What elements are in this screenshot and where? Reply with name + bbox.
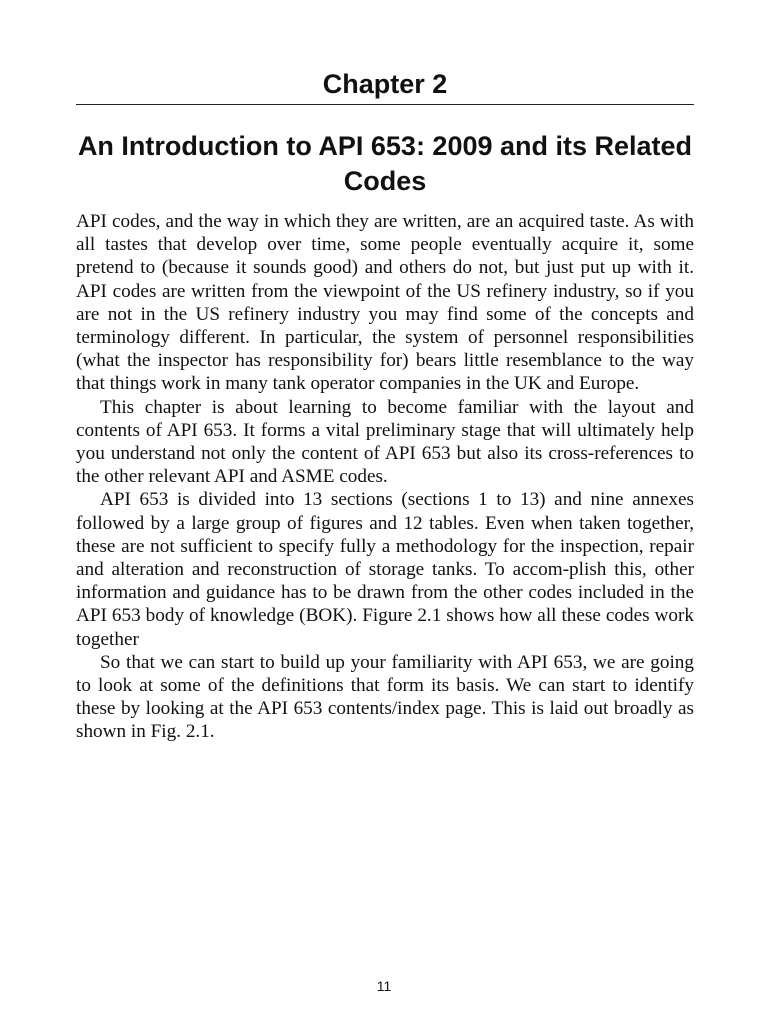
chapter-title: An Introduction to API 653: 2009 and its Related Codes [77, 131, 693, 196]
body-text [76, 210, 694, 744]
chapter-divider [76, 104, 694, 105]
paragraph: API codes, and the way in which they are written, are an acquired taste. As with all tastes that develop over time, some people eventually acquire it, some pretend to (because it sounds good) and others do not, but just put up with it. API codes are written from the viewpoint of the US refinery industry, so if you are not in the US refinery industry you may find some of the concepts and terminology different. In particular, the system of personnel responsibilities (what the inspector has responsibility for) bears little resemblance to the way that things work in many tank operator companies in the UK and Europe. [76, 211, 694, 395]
paragraph: This chapter is about learning to become familiar with the layout and contents of API 653. It forms a vital preliminary stage that will ultimately help you understand not only the content of API 653 but also its cross-references to the other relevant API and ASME codes. [76, 396, 694, 488]
paragraph: So that we can start to build up your familiarity with API 653, we are going to look at some of the definitions that form its basis. We can start to identify these by looking at the API 653 contents/index page. This is laid out broadly as shown in Fig. 2.1. [76, 651, 694, 743]
page-number: 11 [376, 978, 392, 994]
paragraph: API 653 is divided into 13 sections (sections 1 to 13) and nine annexes followed by a large group of figures and 12 tables. Even when taken together, these are not sufficient to specify fully a methodology for the inspection, repair and alteration and reconstruction of storage tanks. To accom-plish this, other information and guidance has to be drawn from the other codes included in the API 653 body of knowledge (BOK). Figure 2.1 shows how all these codes work together [76, 489, 694, 650]
book-page [76, 66, 694, 744]
chapter-label: Chapter 2 [322, 69, 448, 99]
